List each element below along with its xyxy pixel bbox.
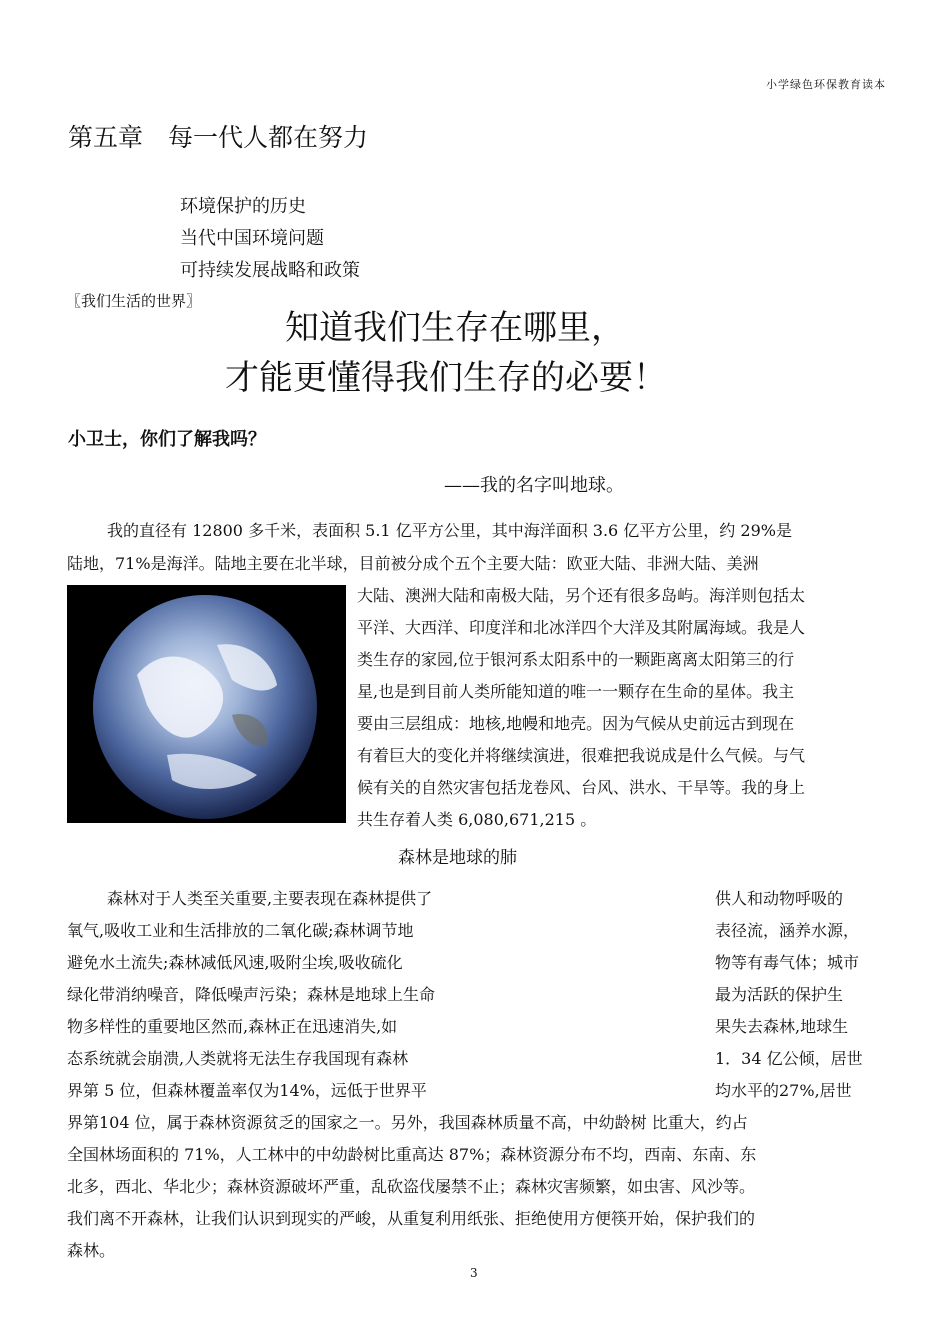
forest-left-line: 界第 5 位，但森林覆盖率仅为14%，远低于世界平 [67,1081,427,1100]
forest-text-line: 北多，西北、华北少；森林资源破坏严重，乱砍盗伐屡禁不止；森林灾害频繁，如虫害、风沙等。 [67,1177,756,1196]
earth-text-line: 平洋、大西洋、印度洋和北冰洋四个大洋及其附属海域。我是人 [357,618,806,637]
forest-left-line: 物多样性的重要地区然而,森林正在迅速消失,如 [67,1017,398,1036]
forest-right-line: 供人和动物呼吸的 [715,889,844,908]
earth-text-line: 有着巨大的变化并将继续演进，很难把我说成是什么气候。与气 [357,746,806,765]
forest-left-line: 避免水土流失;森林减低风速,吸附尘埃,吸收硫化 [67,953,403,972]
earth-text-line: 类生存的家园,位于银河系太阳系中的一颗距离离太阳第三的行 [357,650,795,669]
forest-right-line: 物等有毒气体；城市 [715,953,860,972]
subtitle: 小卫士，你们了解我吗？ [68,429,266,450]
forest-left-line: 态系统就会崩溃,人类就将无法生存我国现有森林 [67,1049,409,1068]
forest-left-line: 氧气,吸收工业和生活排放的二氧化碳;森林调节地 [67,921,414,940]
forest-right-line: 表径流，涵养水源， [715,921,860,940]
earth-text-line: 共生存着人类 6,080,671,215 。 [357,810,597,829]
forest-text-line: 森林。 [67,1241,116,1260]
forest-text-line: 我们离不开森林，让我们认识到现实的严峻，从重复利用纸张、拒绝使用方便筷开始，保护我们的 [67,1209,756,1228]
forest-right-line: 果失去森林,地球生 [715,1017,849,1036]
toc-item: 当代中国环境问题 [180,228,324,249]
earth-text-line: 星,也是到目前人类所能知道的唯一一颗存在生命的星体。我主 [357,682,795,701]
toc-item: 可持续发展战略和政策 [180,260,360,281]
forest-right-line: 最为活跃的保护生 [715,985,844,1004]
headline-line-1: 知道我们生存在哪里， [285,308,625,348]
forest-left-line: 绿化带消纳噪音，降低噪声污染；森林是地球上生命 [67,985,436,1004]
earth-text-line: 候有关的自然灾害包括龙卷风、台风、洪水、干旱等。我的身上 [357,778,806,797]
running-header: 小学绿色环保教育读本 [766,78,886,91]
forest-text-line: 界第104 位，属于森林资源贫乏的国家之一。另外，我国森林质量不高，中幼龄树 比重大，约占 [67,1113,748,1132]
earth-image [67,585,346,823]
earth-text-line: 大陆、澳洲大陆和南极大陆，另个还有很多岛屿。海洋则包括太 [357,586,806,605]
chapter-title: 第五章 每一代人都在努力 [68,123,369,152]
earth-text-line: 要由三层组成：地核,地幔和地壳。因为气候从史前远古到现在 [357,714,795,733]
earth-text-line: 陆地，71%是海洋。陆地主要在北半球，目前被分成个五个主要大陆：欧亚大陆、非洲大陆、美洲 [67,554,759,573]
forest-text-line: 全国林场面积的 71%，人工林中的中幼龄树比重高达 87%；森林资源分布不均，西南、东南、东 [67,1145,757,1164]
headline-line-2: 才能更懂得我们生存的必要！ [225,358,667,398]
forest-right-line: 均水平的27%,居世 [715,1081,852,1100]
forest-left-line: 森林对于人类至关重要,主要表现在森林提供了 [107,889,433,908]
forest-right-line: 1．34 亿公倾，居世 [715,1049,863,1068]
page-number: 3 [470,1266,478,1280]
toc-item: 环境保护的历史 [180,196,306,217]
section-title-forest: 森林是地球的肺 [398,848,517,868]
section-label: 〖我们生活的世界〗 [66,292,202,310]
signature: ——我的名字叫地球。 [444,475,624,496]
earth-text-line: 我的直径有 12800 多千米，表面积 5.1 亿平方公里，其中海洋面积 3.6 亿平方公里，约 29%是 [107,521,792,540]
